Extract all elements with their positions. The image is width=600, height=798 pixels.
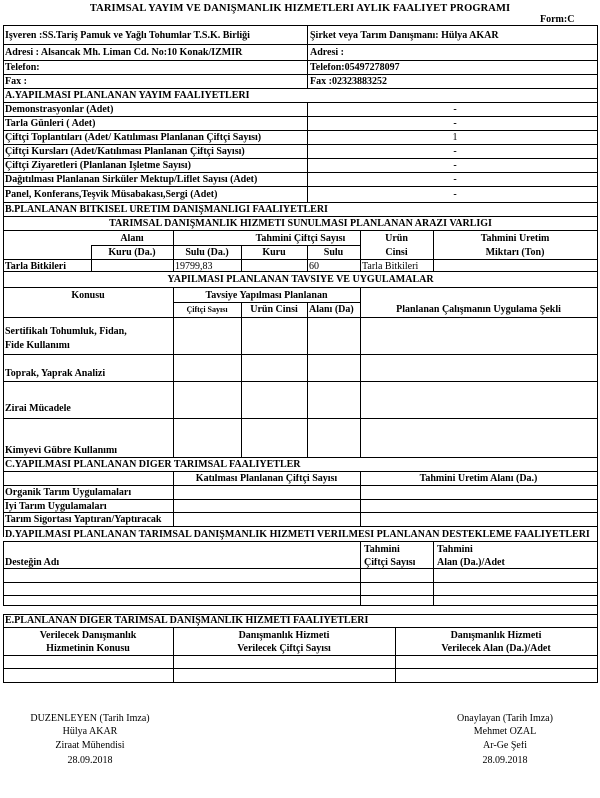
section-a-row: Tarla Günleri ( Adet) [5, 119, 96, 129]
section-a-title: A.YAPILMASI PLANLANAN YAYIM FAALİYETLERİ [5, 91, 250, 101]
col-urun-cinsi: Cinsi [385, 248, 408, 258]
section-a-value: 1 [452, 133, 458, 143]
col-alani-da: Alanı (Da) [309, 305, 354, 315]
row-urun-cinsi: Tarla Bitkileri [362, 262, 419, 272]
col-destek-adi: Desteğin Adı [5, 558, 60, 568]
consultant-field: Şirket veya Tarım Danışmanı: Hülya AKAR [310, 31, 499, 41]
section-a-row: Çiftçi Kursları (Adet/Katılıması Planlanan Çiftçi Sayısı) [5, 147, 245, 157]
col-kuru2: Kuru [262, 248, 286, 258]
section-a-row: Panel, Konferans,Teşvik Müsabakası,Sergi (Adet) [5, 190, 218, 200]
col-konusu: Konusu [71, 291, 105, 301]
signature-right-role: Onaylayan (Tarih İmza) [457, 714, 553, 724]
section-e-title: E.PLANLANAN DİĞER TARIMSAL DANIŞMANLIK HİZMETİ FAALİYETLERİ [5, 616, 369, 626]
col-hizmet-ciftci: Danışmanlık Hizmeti [238, 631, 330, 641]
col-tavsiye: Tavsiye Yapılması Planlanan [205, 291, 328, 301]
section-a-value: - [453, 119, 457, 129]
employer-address: Adresi : Alsancak Mh. Liman Cd. No:10 Konak/İZMİR [5, 48, 243, 58]
item-sertifikali: Fide Kullanımı [5, 341, 70, 351]
col-hizmet-konusu: Hizmetinin Konusu [46, 644, 130, 654]
section-a-value: - [453, 161, 457, 171]
col-ciftci-sayisi: Çiftçi Sayısı [186, 306, 228, 314]
col-uretim-alani: Tahmini Üretim Alanı (Da.) [419, 474, 538, 484]
item-toprak-analizi: Toprak, Yaprak Analizi [5, 369, 106, 379]
employer-phone: Telefon: [5, 63, 40, 73]
col-uygulama-sekli: Planlanan Çalışmanın Uygulama Şekli [396, 305, 561, 315]
col-tahmini-alan: Alan (Da.)/Adet [437, 558, 505, 568]
section-a-row: Çiftçi Ziyaretleri (Planlanan İşletme Sayısı) [5, 161, 191, 171]
col-urun-cinsi: Ürün Cinsi [250, 305, 298, 315]
section-a-value: - [453, 105, 457, 115]
col-alani: Alanı [120, 234, 144, 244]
section-a-value: - [453, 175, 457, 185]
consultant-address: Adresi : [310, 48, 344, 58]
col-hizmet-ciftci: Verilecek Çiftçi Sayısı [237, 644, 331, 654]
row-sulu-value: 19799,83 [175, 262, 213, 272]
section-a-value: - [453, 147, 457, 157]
employer-fax: Fax : [5, 77, 27, 87]
consultant-fax: Fax :02323883252 [310, 77, 387, 87]
item-gubre: Kimyevi Gübre Kullanımı [5, 446, 118, 456]
signature-left-name: Hülya AKAR [62, 727, 118, 737]
consultant-phone: Telefon:05497278097 [310, 63, 400, 73]
col-katilim-ciftci: Katılması Planlanan Çiftçi Sayısı [195, 474, 338, 484]
section-a-row: Demonstrasyonlar (Adet) [5, 105, 114, 115]
col-tahmini-uretim: Tahmini Üretim [480, 234, 550, 244]
section-c-title: C.YAPILMASI PLANLANAN DİĞER TARIMSAL FAALİYETLER [5, 460, 301, 470]
signature-right-name: Mehmet ÖZAL [473, 727, 537, 737]
col-kuru: Kuru (Da.) [108, 248, 156, 258]
row-iyi-tarim: İyi Tarım Uygulamaları [5, 502, 107, 512]
tavsiye-title: YAPILMASI PLANLANAN TAVSİYE VE UYGULAMALAR [167, 275, 434, 285]
employer-field: İşveren :SS.Tariş Pamuk ve Yağlı Tohumlar T.S.K. Birliği [5, 31, 250, 41]
item-sertifikali: Sertifikalı Tohumluk, Fidan, [5, 327, 127, 337]
col-tahmini-ciftci: Çiftçi Sayısı [364, 558, 416, 568]
col-tahmini-alan: Tahmini [437, 545, 473, 555]
signature-right-date: 28.09.2018 [482, 756, 528, 766]
section-b-title: B.PLANLANAN BİTKİSEL ÜRETİM DANIŞMANLIĞI FAALİYETLERİ [5, 205, 328, 215]
section-a-row: Dağıtılması Planlanan Sirküler Mektup/Liflet Sayısı (Adet) [5, 175, 258, 185]
section-a-row: Çiftçi Toplantıları (Adet/ Katılıması Planlanan Çiftçi Sayısı) [5, 133, 262, 143]
signature-left-role: DÜZENLEYEN (Tarih İmza) [30, 714, 150, 724]
signature-right-title: Ar-Ge Şefi [483, 741, 527, 751]
section-d-title: D.YAPILMASI PLANLANAN TARIMSAL DANIŞMANLIK HİZMETİ VERİLMESİ PLANLANAN DESTEKLEME FAALİYETLERİ [5, 530, 590, 540]
form-code: Form:C [540, 15, 575, 25]
col-hizmet-alan: Verilecek Alan (Da.)/Adet [441, 644, 551, 654]
item-zirai-mucadele: Zirai Mücadele [5, 404, 71, 414]
row-sigorta: Tarım Sigortası Yaptıran/Yaptıracak [5, 515, 162, 525]
col-tahmini-ciftci: Tahmini [364, 545, 400, 555]
col-sulu: Sulu (Da.) [185, 248, 229, 258]
page-title: TARIMSAL YAYIM VE DANIŞMANLIK HİZMETLERİ AYLIK FAALİYET PROGRAMI [89, 4, 511, 14]
col-urun-cinsi: Ürün [385, 234, 408, 244]
signature-left-date: 28.09.2018 [67, 756, 113, 766]
col-sulu2: Sulu [323, 248, 344, 258]
col-hizmet-alan: Danışmanlık Hizmeti [450, 631, 542, 641]
row-sulu-ciftci: 60 [309, 262, 319, 272]
row-tarla-bitkileri: Tarla Bitkileri [5, 262, 67, 272]
row-organik: Organik Tarım Uygulamaları [5, 488, 132, 498]
col-tahmini-uretim: Miktarı (Ton) [485, 248, 545, 258]
col-tahmini-ciftci: Tahmini Çiftçi Sayısı [255, 234, 346, 244]
signature-left-title: Ziraat Mühendisi [55, 741, 125, 751]
col-hizmet-konusu: Verilecek Danışmanlık [39, 631, 137, 641]
section-b-subtitle: TARIMSAL DANIŞMANLIK HİZMETİ SUNULMASI PLANLANAN ARAZİ VARLIĞI [109, 219, 492, 229]
section-a-value: - [453, 190, 457, 200]
